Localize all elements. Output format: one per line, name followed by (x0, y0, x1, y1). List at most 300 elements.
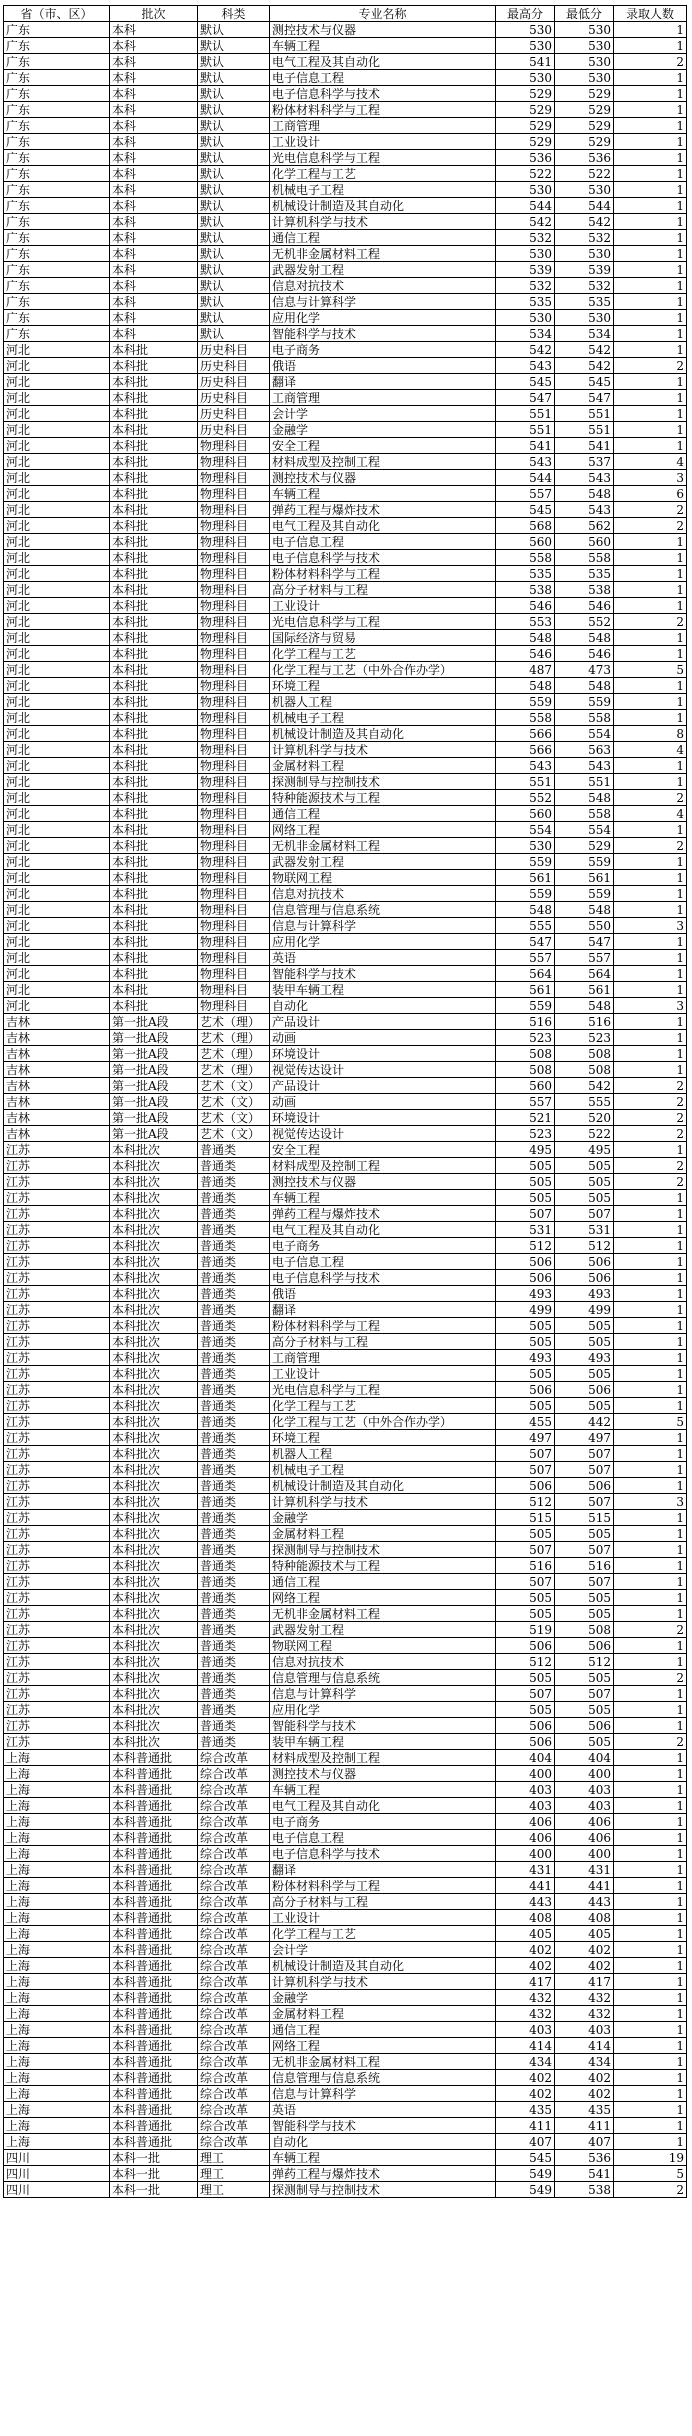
cell-min-score: 507 (555, 1446, 614, 1462)
cell-batch: 本科批次 (110, 1574, 198, 1590)
cell-batch: 第一批A段 (110, 1110, 198, 1126)
cell-max-score: 441 (496, 1878, 555, 1894)
cell-category: 艺术（文） (198, 1126, 270, 1142)
cell-category: 普通类 (198, 1158, 270, 1174)
header-major: 专业名称 (270, 6, 496, 22)
cell-category: 默认 (198, 262, 270, 278)
table-row (4, 1302, 687, 1318)
table-row (4, 438, 687, 454)
cell-province: 河北 (4, 982, 110, 998)
cell-max-score: 535 (496, 294, 555, 310)
cell-province: 广东 (4, 198, 110, 214)
cell-major: 信息对抗技术 (270, 886, 496, 902)
cell-batch: 本科批次 (110, 1702, 198, 1718)
cell-category: 默认 (198, 198, 270, 214)
cell-category: 默认 (198, 246, 270, 262)
cell-max-score: 505 (496, 1366, 555, 1382)
cell-max-score: 435 (496, 2102, 555, 2118)
table-row (4, 358, 687, 374)
cell-major: 光电信息科学与工程 (270, 1382, 496, 1398)
cell-province: 河北 (4, 342, 110, 358)
cell-category: 综合改革 (198, 1942, 270, 1958)
cell-category: 物理科目 (198, 534, 270, 550)
cell-major: 英语 (270, 950, 496, 966)
cell-min-score: 403 (555, 1782, 614, 1798)
cell-major: 通信工程 (270, 806, 496, 822)
cell-province: 江苏 (4, 1206, 110, 1222)
cell-min-score: 554 (555, 822, 614, 838)
cell-major: 测控技术与仪器 (270, 470, 496, 486)
cell-max-score: 495 (496, 1142, 555, 1158)
table-row (4, 2022, 687, 2038)
cell-province: 上海 (4, 1750, 110, 1766)
cell-major: 探测制导与控制技术 (270, 2182, 496, 2198)
table-row (4, 502, 687, 518)
cell-batch: 第一批A段 (110, 1014, 198, 1030)
cell-major: 金属材料工程 (270, 2006, 496, 2022)
cell-major: 英语 (270, 2102, 496, 2118)
cell-major: 环境设计 (270, 1110, 496, 1126)
cell-major: 机械电子工程 (270, 710, 496, 726)
cell-major: 电子信息科学与技术 (270, 1270, 496, 1286)
cell-batch: 本科普通批 (110, 2054, 198, 2070)
cell-province: 江苏 (4, 1542, 110, 1558)
cell-major: 弹药工程与爆炸技术 (270, 502, 496, 518)
table-row (4, 1606, 687, 1622)
table-row (4, 854, 687, 870)
cell-max-score: 411 (496, 2118, 555, 2134)
table-row (4, 518, 687, 534)
cell-major: 探测制导与控制技术 (270, 774, 496, 790)
cell-province: 上海 (4, 1782, 110, 1798)
cell-category: 默认 (198, 150, 270, 166)
table-row (4, 1830, 687, 1846)
cell-min-score: 542 (555, 342, 614, 358)
table-row (4, 870, 687, 886)
cell-min-score: 442 (555, 1414, 614, 1430)
cell-min-score: 508 (555, 1062, 614, 1078)
cell-province: 广东 (4, 246, 110, 262)
cell-category: 综合改革 (198, 2086, 270, 2102)
cell-category: 综合改革 (198, 2134, 270, 2150)
cell-batch: 本科普通批 (110, 1862, 198, 1878)
cell-max-score: 539 (496, 262, 555, 278)
cell-min-score: 408 (555, 1910, 614, 1926)
cell-major: 信息对抗技术 (270, 1654, 496, 1670)
cell-major: 工业设计 (270, 598, 496, 614)
table-row (4, 678, 687, 694)
cell-province: 上海 (4, 2070, 110, 2086)
cell-min-score: 431 (555, 1862, 614, 1878)
cell-min-score: 499 (555, 1302, 614, 1318)
cell-batch: 本科批 (110, 470, 198, 486)
cell-category: 默认 (198, 38, 270, 54)
cell-province: 上海 (4, 1814, 110, 1830)
cell-max-score: 549 (496, 2182, 555, 2198)
cell-enrolled-count: 1 (614, 214, 687, 230)
cell-max-score: 523 (496, 1030, 555, 1046)
cell-batch: 第一批A段 (110, 1030, 198, 1046)
cell-category: 普通类 (198, 1462, 270, 1478)
cell-enrolled-count: 1 (614, 758, 687, 774)
cell-enrolled-count: 2 (614, 518, 687, 534)
cell-min-score: 404 (555, 1750, 614, 1766)
table-row (4, 1958, 687, 1974)
cell-max-score: 506 (496, 1638, 555, 1654)
cell-major: 信息与计算科学 (270, 918, 496, 934)
table-row (4, 630, 687, 646)
cell-batch: 本科批次 (110, 1302, 198, 1318)
cell-category: 普通类 (198, 1350, 270, 1366)
cell-min-score: 522 (555, 1126, 614, 1142)
cell-province: 广东 (4, 326, 110, 342)
cell-province: 上海 (4, 1766, 110, 1782)
cell-province: 江苏 (4, 1478, 110, 1494)
cell-major: 工业设计 (270, 134, 496, 150)
cell-enrolled-count: 2 (614, 1622, 687, 1638)
cell-batch: 本科 (110, 294, 198, 310)
table-row (4, 614, 687, 630)
cell-enrolled-count: 1 (614, 1958, 687, 1974)
table-row (4, 1286, 687, 1302)
table-row (4, 2182, 687, 2198)
cell-enrolled-count: 2 (614, 358, 687, 374)
cell-max-score: 516 (496, 1558, 555, 1574)
cell-min-score: 564 (555, 966, 614, 982)
cell-min-score: 531 (555, 1222, 614, 1238)
cell-major: 工业设计 (270, 1366, 496, 1382)
cell-major: 机械设计制造及其自动化 (270, 1478, 496, 1494)
cell-province: 江苏 (4, 1398, 110, 1414)
cell-max-score: 530 (496, 838, 555, 854)
cell-max-score: 546 (496, 598, 555, 614)
cell-province: 上海 (4, 2118, 110, 2134)
table-row (4, 454, 687, 470)
cell-major: 信息管理与信息系统 (270, 1670, 496, 1686)
cell-category: 物理科目 (198, 918, 270, 934)
cell-batch: 本科批 (110, 742, 198, 758)
cell-max-score: 508 (496, 1046, 555, 1062)
cell-category: 物理科目 (198, 934, 270, 950)
cell-enrolled-count: 1 (614, 1654, 687, 1670)
cell-enrolled-count: 1 (614, 2054, 687, 2070)
cell-major: 车辆工程 (270, 2150, 496, 2166)
cell-batch: 本科批 (110, 566, 198, 582)
cell-major: 翻译 (270, 374, 496, 390)
cell-min-score: 506 (555, 1638, 614, 1654)
cell-enrolled-count: 1 (614, 166, 687, 182)
cell-batch: 本科普通批 (110, 1750, 198, 1766)
cell-min-score: 562 (555, 518, 614, 534)
cell-province: 河北 (4, 838, 110, 854)
table-row (4, 1862, 687, 1878)
cell-major: 高分子材料与工程 (270, 1334, 496, 1350)
cell-province: 河北 (4, 406, 110, 422)
header-category: 科类 (198, 6, 270, 22)
cell-province: 河北 (4, 854, 110, 870)
table-row (4, 966, 687, 982)
cell-enrolled-count: 1 (614, 326, 687, 342)
cell-batch: 本科普通批 (110, 1894, 198, 1910)
cell-category: 历史科目 (198, 358, 270, 374)
cell-min-score: 434 (555, 2054, 614, 2070)
cell-province: 河北 (4, 390, 110, 406)
cell-batch: 本科批 (110, 534, 198, 550)
cell-province: 河北 (4, 598, 110, 614)
cell-category: 普通类 (198, 1414, 270, 1430)
cell-min-score: 530 (555, 246, 614, 262)
cell-min-score: 543 (555, 470, 614, 486)
cell-batch: 本科 (110, 86, 198, 102)
cell-major: 视觉传达设计 (270, 1062, 496, 1078)
cell-enrolled-count: 1 (614, 1686, 687, 1702)
cell-enrolled-count: 1 (614, 70, 687, 86)
table-row (4, 1334, 687, 1350)
cell-major: 会计学 (270, 406, 496, 422)
cell-enrolled-count: 4 (614, 806, 687, 822)
cell-batch: 本科普通批 (110, 1990, 198, 2006)
cell-major: 信息管理与信息系统 (270, 2070, 496, 2086)
table-row (4, 2150, 687, 2166)
cell-major: 信息管理与信息系统 (270, 902, 496, 918)
cell-province: 吉林 (4, 1030, 110, 1046)
cell-province: 河北 (4, 630, 110, 646)
table-row (4, 486, 687, 502)
table-row (4, 1542, 687, 1558)
cell-category: 历史科目 (198, 422, 270, 438)
cell-major: 无机非金属材料工程 (270, 2054, 496, 2070)
cell-min-score: 548 (555, 902, 614, 918)
cell-min-score: 505 (555, 1190, 614, 1206)
table-row (4, 726, 687, 742)
cell-enrolled-count: 1 (614, 982, 687, 998)
cell-category: 综合改革 (198, 1814, 270, 1830)
table-row (4, 1318, 687, 1334)
cell-min-score: 530 (555, 22, 614, 38)
cell-enrolled-count: 1 (614, 1862, 687, 1878)
table-row (4, 1110, 687, 1126)
cell-major: 特种能源技术与工程 (270, 1558, 496, 1574)
cell-category: 物理科目 (198, 566, 270, 582)
cell-batch: 本科普通批 (110, 1846, 198, 1862)
cell-category: 物理科目 (198, 582, 270, 598)
cell-enrolled-count: 1 (614, 102, 687, 118)
cell-max-score: 559 (496, 998, 555, 1014)
cell-batch: 本科 (110, 182, 198, 198)
cell-category: 普通类 (198, 1734, 270, 1750)
table-row (4, 1414, 687, 1430)
table-row (4, 566, 687, 582)
cell-province: 上海 (4, 1846, 110, 1862)
cell-min-score: 547 (555, 390, 614, 406)
admission-scores-table (3, 5, 687, 2198)
cell-max-score: 561 (496, 982, 555, 998)
table-row (4, 934, 687, 950)
cell-major: 特种能源技术与工程 (270, 790, 496, 806)
cell-min-score: 548 (555, 630, 614, 646)
cell-category: 综合改革 (198, 2006, 270, 2022)
table-row (4, 1622, 687, 1638)
cell-province: 江苏 (4, 1190, 110, 1206)
cell-enrolled-count: 1 (614, 1590, 687, 1606)
cell-batch: 本科批 (110, 982, 198, 998)
cell-major: 粉体材料科学与工程 (270, 1318, 496, 1334)
cell-max-score: 431 (496, 1862, 555, 1878)
cell-max-score: 553 (496, 614, 555, 630)
cell-max-score: 505 (496, 1606, 555, 1622)
cell-enrolled-count: 1 (614, 2038, 687, 2054)
cell-batch: 本科批次 (110, 1206, 198, 1222)
cell-max-score: 406 (496, 1814, 555, 1830)
table-row (4, 950, 687, 966)
cell-enrolled-count: 2 (614, 1078, 687, 1094)
cell-max-score: 505 (496, 1334, 555, 1350)
table-row (4, 582, 687, 598)
cell-major: 金融学 (270, 1510, 496, 1526)
cell-max-score: 408 (496, 1910, 555, 1926)
cell-category: 默认 (198, 326, 270, 342)
cell-min-score: 530 (555, 310, 614, 326)
cell-enrolled-count: 1 (614, 950, 687, 966)
cell-enrolled-count: 1 (614, 1286, 687, 1302)
cell-max-score: 487 (496, 662, 555, 678)
cell-major: 电子商务 (270, 1814, 496, 1830)
cell-max-score: 512 (496, 1654, 555, 1670)
cell-max-score: 544 (496, 198, 555, 214)
cell-min-score: 544 (555, 198, 614, 214)
cell-batch: 本科批次 (110, 1654, 198, 1670)
cell-batch: 本科批 (110, 870, 198, 886)
cell-max-score: 507 (496, 1574, 555, 1590)
table-row (4, 70, 687, 86)
cell-category: 普通类 (198, 1206, 270, 1222)
cell-batch: 本科普通批 (110, 2070, 198, 2086)
cell-min-score: 506 (555, 1270, 614, 1286)
cell-province: 河北 (4, 710, 110, 726)
cell-max-score: 506 (496, 1382, 555, 1398)
cell-min-score: 441 (555, 1878, 614, 1894)
cell-major: 测控技术与仪器 (270, 1174, 496, 1190)
cell-major: 网络工程 (270, 2038, 496, 2054)
cell-major: 金融学 (270, 1990, 496, 2006)
cell-max-score: 506 (496, 1478, 555, 1494)
cell-min-score: 560 (555, 534, 614, 550)
cell-category: 普通类 (198, 1542, 270, 1558)
cell-province: 江苏 (4, 1318, 110, 1334)
cell-major: 光电信息科学与工程 (270, 150, 496, 166)
table-row (4, 1974, 687, 1990)
cell-category: 物理科目 (198, 806, 270, 822)
cell-enrolled-count: 1 (614, 598, 687, 614)
cell-batch: 本科普通批 (110, 2118, 198, 2134)
cell-province: 江苏 (4, 1462, 110, 1478)
cell-province: 河北 (4, 422, 110, 438)
cell-max-score: 552 (496, 790, 555, 806)
cell-max-score: 417 (496, 1974, 555, 1990)
cell-enrolled-count: 1 (614, 694, 687, 710)
cell-max-score: 548 (496, 630, 555, 646)
cell-major: 材料成型及控制工程 (270, 1158, 496, 1174)
cell-batch: 本科普通批 (110, 2102, 198, 2118)
cell-category: 理工 (198, 2150, 270, 2166)
cell-category: 普通类 (198, 1510, 270, 1526)
cell-min-score: 535 (555, 566, 614, 582)
table-row (4, 166, 687, 182)
cell-max-score: 402 (496, 1942, 555, 1958)
cell-category: 物理科目 (198, 646, 270, 662)
cell-min-score: 547 (555, 934, 614, 950)
cell-enrolled-count: 1 (614, 1798, 687, 1814)
table-row (4, 662, 687, 678)
cell-category: 默认 (198, 182, 270, 198)
cell-major: 机械设计制造及其自动化 (270, 726, 496, 742)
cell-major: 应用化学 (270, 1702, 496, 1718)
cell-enrolled-count: 5 (614, 662, 687, 678)
table-row (4, 1254, 687, 1270)
cell-province: 河北 (4, 518, 110, 534)
cell-batch: 本科 (110, 166, 198, 182)
cell-major: 机械电子工程 (270, 182, 496, 198)
cell-category: 艺术（理） (198, 1062, 270, 1078)
cell-enrolled-count: 1 (614, 1446, 687, 1462)
cell-category: 普通类 (198, 1590, 270, 1606)
table-row (4, 1462, 687, 1478)
cell-category: 默认 (198, 70, 270, 86)
cell-province: 上海 (4, 2054, 110, 2070)
cell-major: 工业设计 (270, 1910, 496, 1926)
cell-enrolled-count: 1 (614, 1526, 687, 1542)
cell-enrolled-count: 1 (614, 1606, 687, 1622)
cell-major: 信息与计算科学 (270, 2086, 496, 2102)
cell-province: 河北 (4, 358, 110, 374)
cell-batch: 本科 (110, 150, 198, 166)
cell-province: 吉林 (4, 1126, 110, 1142)
cell-enrolled-count: 1 (614, 278, 687, 294)
cell-enrolled-count: 1 (614, 2022, 687, 2038)
cell-enrolled-count: 1 (614, 1846, 687, 1862)
cell-province: 吉林 (4, 1078, 110, 1094)
table-row (4, 1702, 687, 1718)
cell-major: 俄语 (270, 1286, 496, 1302)
cell-max-score: 507 (496, 1446, 555, 1462)
cell-max-score: 521 (496, 1110, 555, 1126)
cell-enrolled-count: 1 (614, 710, 687, 726)
cell-category: 综合改革 (198, 1862, 270, 1878)
table-row (4, 790, 687, 806)
cell-max-score: 529 (496, 86, 555, 102)
table-row (4, 1782, 687, 1798)
cell-enrolled-count: 1 (614, 262, 687, 278)
cell-max-score: 530 (496, 182, 555, 198)
cell-enrolled-count: 1 (614, 1062, 687, 1078)
table-row (4, 38, 687, 54)
cell-major: 电子信息科学与技术 (270, 550, 496, 566)
cell-min-score: 505 (555, 1398, 614, 1414)
cell-major: 化学工程与工艺（中外合作办学） (270, 1414, 496, 1430)
cell-province: 广东 (4, 118, 110, 134)
cell-category: 历史科目 (198, 342, 270, 358)
cell-max-score: 545 (496, 502, 555, 518)
cell-max-score: 400 (496, 1846, 555, 1862)
cell-max-score: 541 (496, 54, 555, 70)
cell-min-score: 530 (555, 38, 614, 54)
cell-min-score: 493 (555, 1350, 614, 1366)
table-row (4, 374, 687, 390)
cell-max-score: 516 (496, 1014, 555, 1030)
cell-max-score: 529 (496, 102, 555, 118)
cell-batch: 本科批 (110, 646, 198, 662)
cell-category: 艺术（文） (198, 1094, 270, 1110)
